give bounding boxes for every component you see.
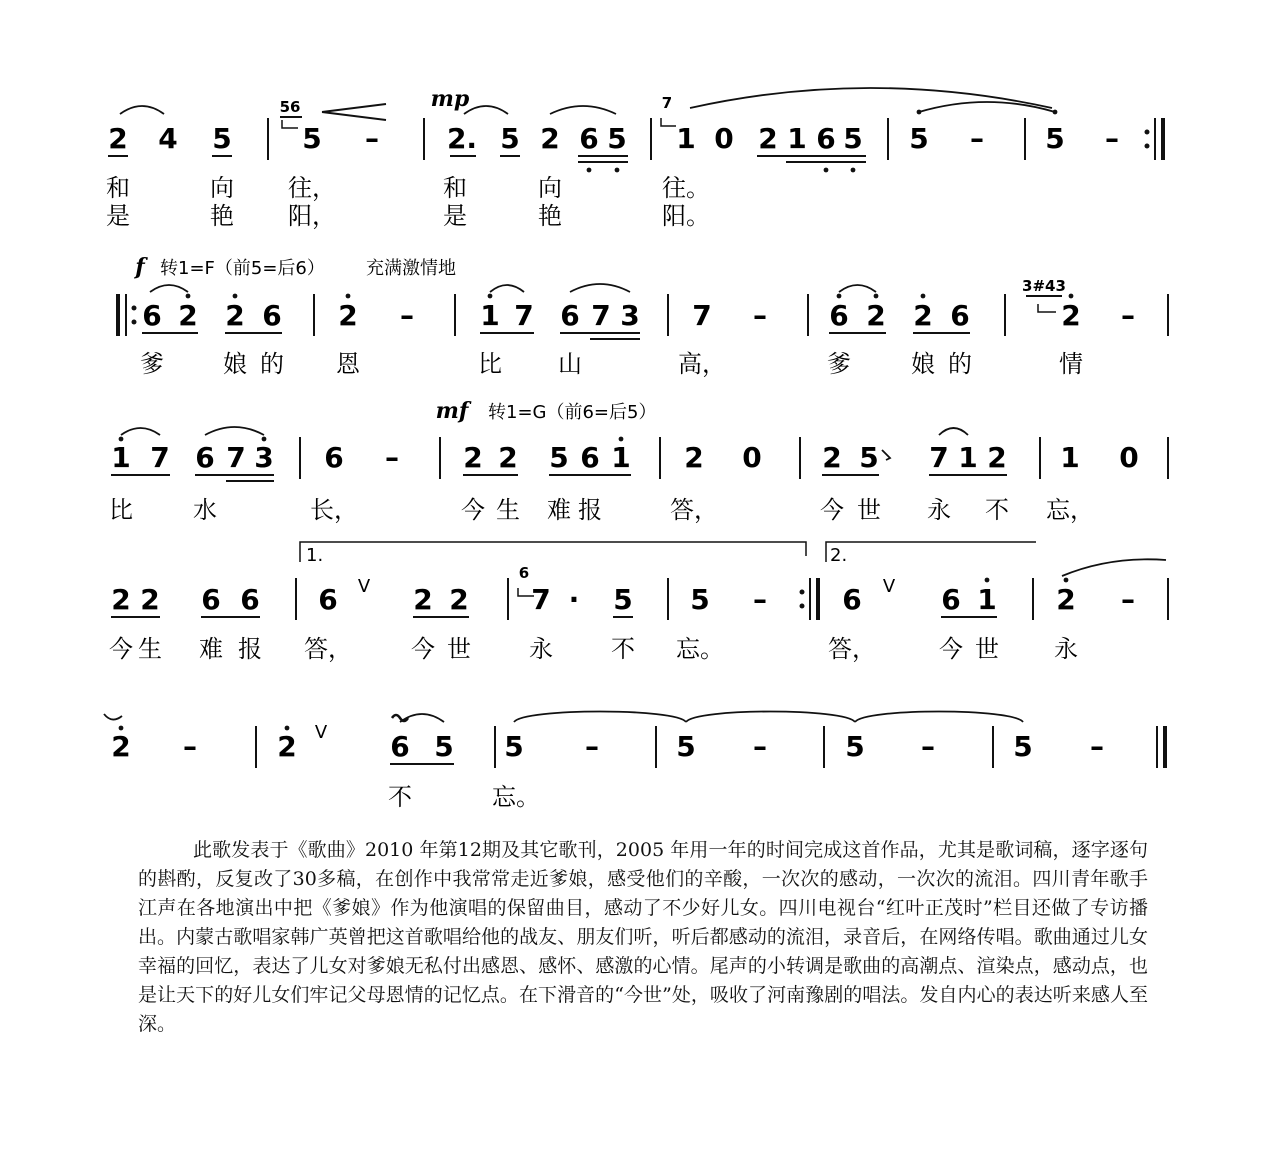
slur	[550, 106, 616, 114]
note: 6	[941, 583, 961, 616]
note: 5	[212, 122, 232, 155]
note: –	[753, 583, 767, 616]
note: 2	[758, 122, 778, 155]
lyric: 生	[496, 496, 520, 524]
note: 1	[676, 122, 696, 155]
note: 7	[531, 583, 551, 616]
lyric: 山	[558, 350, 582, 378]
lyric: 的	[948, 350, 972, 378]
dynamic-mark: mp	[430, 86, 470, 112]
phrase-slur	[690, 88, 1052, 108]
grace-hook	[1038, 304, 1056, 312]
volta-bracket-2	[826, 542, 1036, 562]
octave-dot-high	[262, 437, 267, 442]
grace-hook	[282, 120, 298, 128]
lyric: 忘，	[1046, 496, 1094, 524]
lyric: 永	[529, 635, 553, 663]
note: –	[753, 730, 767, 763]
lyric: 爹	[140, 350, 164, 378]
crescendo-hairpin	[322, 104, 386, 120]
octave-dot-high	[186, 294, 191, 299]
note: 2.	[446, 122, 478, 155]
note: 6	[240, 583, 260, 616]
slur	[490, 285, 524, 292]
lyric: 报	[578, 496, 602, 524]
lyric: 今	[411, 635, 435, 663]
note: –	[753, 299, 767, 332]
lyric: 答，	[670, 496, 718, 524]
grace-note: 3#43	[1022, 277, 1066, 295]
note: 2	[178, 299, 198, 332]
note: 6	[829, 299, 849, 332]
note: 2	[1061, 299, 1081, 332]
lyric: 不	[388, 783, 412, 811]
song-description	[138, 836, 1148, 1039]
lyric: 难	[199, 635, 223, 663]
note: 7	[929, 441, 949, 474]
breath-mark: V	[314, 722, 328, 743]
expression-mark: 充满激情地	[366, 258, 456, 279]
lyric: 比	[478, 350, 502, 378]
note: –	[365, 122, 379, 155]
lyric: 世	[447, 635, 471, 663]
lyric: 是	[106, 202, 130, 230]
note: 2	[463, 441, 483, 474]
note: 2	[987, 441, 1007, 474]
lyric: 和	[443, 174, 467, 202]
lyric: 和	[106, 174, 130, 202]
octave-dot-high	[619, 437, 624, 442]
note: 7	[692, 299, 712, 332]
slur	[121, 428, 160, 435]
note: 7	[514, 299, 534, 332]
lyric: 忘。	[492, 783, 540, 811]
note: 5	[676, 730, 696, 763]
note: 2	[498, 441, 518, 474]
lyric: 娘	[911, 350, 935, 378]
note: 0	[1119, 441, 1139, 474]
lyric: 生	[138, 635, 162, 663]
note: 7	[226, 441, 246, 474]
octave-dot-high	[119, 726, 124, 731]
note: 5	[1013, 730, 1033, 763]
slur	[939, 428, 968, 435]
note: 5	[302, 122, 322, 155]
note: 2	[338, 299, 358, 332]
lyric: 世	[975, 635, 999, 663]
octave-dot-low	[615, 168, 620, 173]
repeat-dot	[132, 306, 137, 311]
note: 5	[549, 441, 569, 474]
note: 2	[1056, 583, 1076, 616]
note: 6	[318, 583, 338, 616]
lyric: 阳，	[288, 202, 336, 230]
tie-to-next	[1062, 559, 1166, 576]
note: 3	[620, 299, 640, 332]
volta-label: 2.	[830, 545, 848, 566]
note: ·	[568, 583, 580, 616]
note: 2	[225, 299, 245, 332]
tie	[514, 712, 686, 723]
note: 6	[195, 441, 215, 474]
lyric: 世	[857, 496, 881, 524]
note: 1	[787, 122, 807, 155]
volta-label: 1.	[306, 545, 324, 566]
note: 2	[108, 122, 128, 155]
repeat-dot	[800, 590, 805, 595]
note: 3	[254, 441, 274, 474]
octave-dot-high	[837, 294, 842, 299]
note: 2	[111, 730, 131, 763]
note: 2	[277, 730, 297, 763]
octave-dot-low	[851, 168, 856, 173]
tie	[855, 712, 1023, 723]
lyric: 向	[538, 174, 562, 202]
octave-dot-high	[1069, 294, 1074, 299]
note: 2	[913, 299, 933, 332]
score-system-4	[109, 542, 1168, 663]
note: 6	[201, 583, 221, 616]
lyric: 水	[193, 496, 217, 524]
note: 1	[1060, 441, 1080, 474]
lyric: 今	[939, 635, 963, 663]
slur	[570, 284, 630, 292]
lyric: 比	[109, 496, 133, 524]
note: 5	[1045, 122, 1065, 155]
lyric: 阳。	[662, 202, 710, 230]
octave-dot-high	[285, 726, 290, 731]
note: –	[400, 299, 414, 332]
note: 6	[950, 299, 970, 332]
note: –	[1121, 583, 1135, 616]
note: 5	[613, 583, 633, 616]
lyric: 娘	[223, 350, 247, 378]
octave-dot-high	[874, 294, 879, 299]
note: 5	[909, 122, 929, 155]
note: 2	[684, 441, 704, 474]
lyric: 的	[260, 350, 284, 378]
note: 4	[158, 122, 178, 155]
lyric: 情	[1059, 350, 1083, 378]
lyric: 恩	[336, 350, 360, 378]
note: –	[1121, 299, 1135, 332]
lyric: 答，	[304, 635, 352, 663]
lyric: 往，	[288, 174, 336, 202]
note: 6	[560, 299, 580, 332]
grace-note: 56	[279, 98, 301, 116]
slur	[839, 285, 876, 292]
lyric: 不	[985, 496, 1009, 524]
note: 6	[816, 122, 836, 155]
note: 6	[579, 122, 599, 155]
score-system-1	[106, 86, 1163, 230]
octave-dot-high	[233, 294, 238, 299]
lyric: 答，	[828, 635, 876, 663]
note: 6	[842, 583, 862, 616]
slur	[464, 106, 508, 114]
slur	[205, 427, 264, 435]
repeat-dot	[800, 604, 805, 609]
octave-dot-high	[1064, 578, 1069, 583]
breath-mark: V	[882, 576, 896, 597]
lyric: 艳	[538, 202, 562, 230]
volta-bracket-1	[300, 542, 806, 562]
lyric: 高，	[678, 350, 726, 378]
note: –	[921, 730, 935, 763]
grace-hook	[661, 118, 676, 126]
octave-dot-low	[587, 168, 592, 173]
lyric: 向	[210, 174, 234, 202]
note: 1	[480, 299, 500, 332]
lyric: 是	[443, 202, 467, 230]
slur	[150, 285, 188, 292]
note: 2	[540, 122, 560, 155]
note: 6	[580, 441, 600, 474]
note: 7	[591, 299, 611, 332]
grace-note: 6	[518, 564, 530, 582]
note: –	[385, 441, 399, 474]
lyric: 往。	[662, 174, 710, 202]
lyric: 忘。	[676, 635, 724, 663]
lyric: 报	[238, 635, 262, 663]
note: 7	[150, 441, 170, 474]
note: 2	[822, 441, 842, 474]
octave-dot-high	[985, 578, 990, 583]
lyric: 永	[1054, 635, 1078, 663]
note: 5	[845, 730, 865, 763]
note: –	[1090, 730, 1104, 763]
lyric: 艳	[210, 202, 234, 230]
lyric: 今	[109, 635, 133, 663]
note: 1	[611, 441, 631, 474]
note: 6	[142, 299, 162, 332]
tie-from-previous	[104, 714, 122, 720]
score-system-2	[118, 254, 1168, 378]
score-system-5	[104, 712, 1165, 812]
description-text: 此歌发表于《歌曲》2010 年第12期及其它歌刊，2005 年用一年的时间完成这首作品，尤其是歌词稿，逐字逐句的斟酌，反复改了30多稿，在创作中我常常走近爹娘，感受他们的辛酸，一次次的感动，一次次的流泪。四川青年歌手江声在各地演出中把《爹娘》作为他演唱的保留曲目，感动了不少好儿女。四川电视台“红叶正茂时”栏目还做了专访播出。内蒙古歌唱家韩广英曾把这首歌唱给他的战友、朋友们听，听后都感动的流泪，录音后，在网络传唱。歌曲通过儿女幸福的回忆，表达了儿女对爹娘无私付出感恩、感怀、感激的心情。尾声的小转调是歌曲的高潮点、渲染点，感动点，也是让天下的好儿女们牢记父母恩情的记忆点。在下滑音的“今世”处，吸收了河南豫剧的唱法。发自内心的表达听来感人至深。	[138, 839, 1148, 1035]
key-change-instruction: 转1=G（前6=后5）	[488, 402, 657, 423]
note: 5	[500, 122, 520, 155]
lyric: 难	[547, 496, 571, 524]
octave-dot-low	[824, 168, 829, 173]
note: 2	[449, 583, 469, 616]
score-system-3	[109, 398, 1168, 524]
note: 1	[977, 583, 997, 616]
note: 5	[690, 583, 710, 616]
dynamic-mark: f	[135, 254, 145, 280]
slur	[120, 106, 164, 114]
note: –	[1105, 122, 1119, 155]
note: 5	[859, 441, 879, 474]
dynamic-mark: mf	[435, 398, 469, 424]
note: 5	[607, 122, 627, 155]
note: 6	[262, 299, 282, 332]
note: 5	[504, 730, 524, 763]
note: 2	[111, 583, 131, 616]
octave-dot-high	[921, 294, 926, 299]
note: –	[183, 730, 197, 763]
note: 2	[413, 583, 433, 616]
lyric: 永	[927, 496, 951, 524]
tie	[686, 712, 855, 723]
note: 1	[958, 441, 978, 474]
repeat-dot	[1145, 144, 1150, 149]
lyric: 不	[611, 635, 635, 663]
note: 2	[866, 299, 886, 332]
lyric: 爹	[827, 350, 851, 378]
note: 1	[111, 441, 131, 474]
note: 5	[843, 122, 863, 155]
note: 0	[714, 122, 734, 155]
note: 2	[140, 583, 160, 616]
lyric: 今	[461, 496, 485, 524]
note: 5	[434, 730, 454, 763]
glide-mark	[882, 450, 890, 460]
repeat-dot	[132, 320, 137, 325]
note: –	[970, 122, 984, 155]
breath-mark: V	[357, 576, 371, 597]
key-change-instruction: 转1=F（前5=后6）	[160, 258, 325, 279]
repeat-dot	[1145, 130, 1150, 135]
lyric: 长，	[310, 496, 358, 524]
note: 0	[742, 441, 762, 474]
lyric: 今	[820, 496, 844, 524]
note: –	[585, 730, 599, 763]
grace-note: 7	[661, 94, 673, 112]
octave-dot-high	[488, 294, 493, 299]
note: 6	[324, 441, 344, 474]
note: 6	[390, 730, 410, 763]
octave-dot-high	[119, 437, 124, 442]
octave-dot-high	[346, 294, 351, 299]
